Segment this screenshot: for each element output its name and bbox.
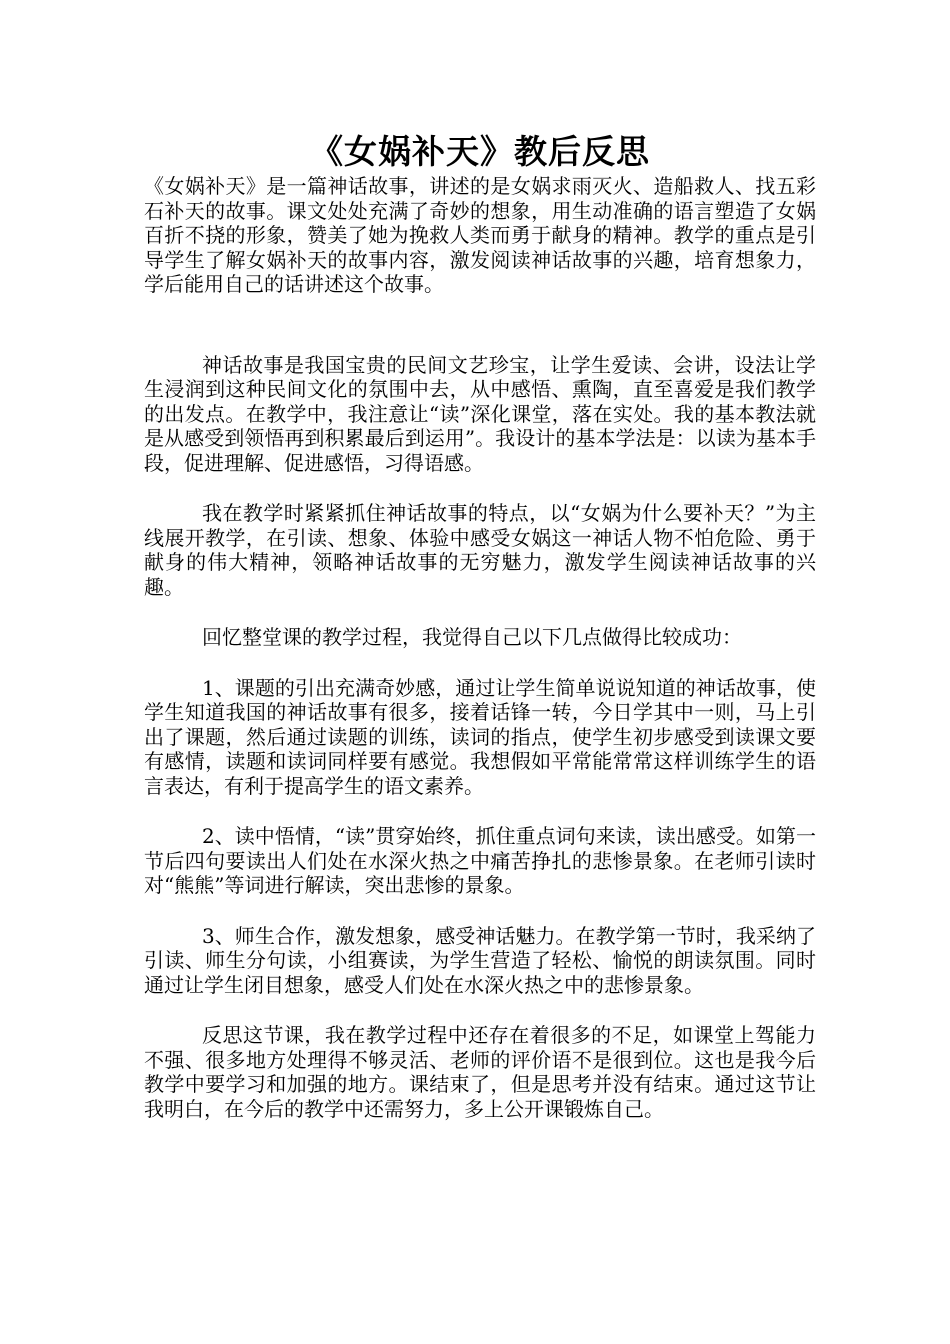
paragraph-main-thread: 我在教学时紧紧抓住神话故事的特点，以“女娲为什么要补天？”为主线展开教学，在引读、想象、体验中感受女娲这一神话人物不怕危险、勇于献身的伟大精神，领略神话故事的无穷魅力，激发学生阅读神话故事的兴趣。 — [144, 501, 816, 599]
spacer — [144, 798, 816, 824]
paragraph-recall: 回忆整堂课的教学过程，我觉得自己以下几点做得比较成功： — [202, 625, 742, 649]
spacer — [144, 599, 816, 625]
document-page — [144, 128, 816, 1121]
paragraph-teaching-approach: 神话故事是我国宝贵的民间文艺珍宝，让学生爱读、会讲，设法让学生浸润到这种民间文化的氛围中去，从中感悟、熏陶，直至喜爱是我们教学的出发点。在教学中，我注意让“读”深化课堂，落在实处。我的基本教法就是从感受到领悟再到积累最后到运用”。我设计的基本学法是：以读为基本手段，促进理解、促进感悟，习得语感。 — [144, 352, 816, 475]
spacer — [144, 650, 816, 676]
paragraph-reflection: 反思这节课，我在教学过程中还存在着很多的不足，如课堂上驾能力不强、很多地方处理得不够灵活、老师的评价语不是很到位。这也是我今后教学中要学习和加强的地方。课结束了，但是思考并没有结束。通过这节让我明白，在今后的教学中还需努力，多上公开课锻炼自己。 — [144, 1023, 816, 1121]
spacer — [144, 997, 816, 1023]
spacer — [144, 297, 816, 353]
paragraph-point-1: 1、课题的引出充满奇妙感，通过让学生简单说说知道的神话故事，使学生知道我国的神话故事有很多，接着话锋一转，今日学其中一则，马上引出了课题，然后通过读题的训练，读词的指点，使学生初步感受到读课文要有感情，读题和读词同样要有感觉。我想假如平常能常常这样训练学生的语言表达，有利于提高学生的语文素养。 — [144, 675, 816, 798]
paragraph-point-3: 3、师生合作，激发想象，感受神话魅力。在教学第一节时，我采纳了引读、师生分句读，小组赛读，为学生营造了轻松、愉悦的朗读氛围。同时通过让学生闭目想象，感受人们处在水深火热之中的悲惨景象。 — [144, 923, 816, 997]
spacer — [144, 475, 816, 501]
spacer — [144, 898, 816, 924]
paragraph-point-2: 2、读中悟情，“读”贯穿始终，抓住重点词句来读，读出感受。如第一节后四句要读出人们处在水深火热之中痛苦挣扎的悲惨景象。在老师引读时对“熊熊”等词进行解读，突出悲惨的景象。 — [144, 824, 816, 897]
document-title: 《女娲补天》教后反思 — [310, 132, 650, 171]
paragraph-intro: 《女娲补天》是一篇神话故事，讲述的是女娲求雨灭火、造船救人、找五彩石补天的故事。课文处处充满了奇妙的想象，用生动准确的语言塑造了女娲百折不挠的形象，赞美了她为挽救人类而勇于献身的精神。教学的重点是引导学生了解女娲补天的故事内容，激发阅读神话故事的兴趣，培育想象力，学后能用自己的话讲述这个故事。 — [144, 174, 816, 296]
